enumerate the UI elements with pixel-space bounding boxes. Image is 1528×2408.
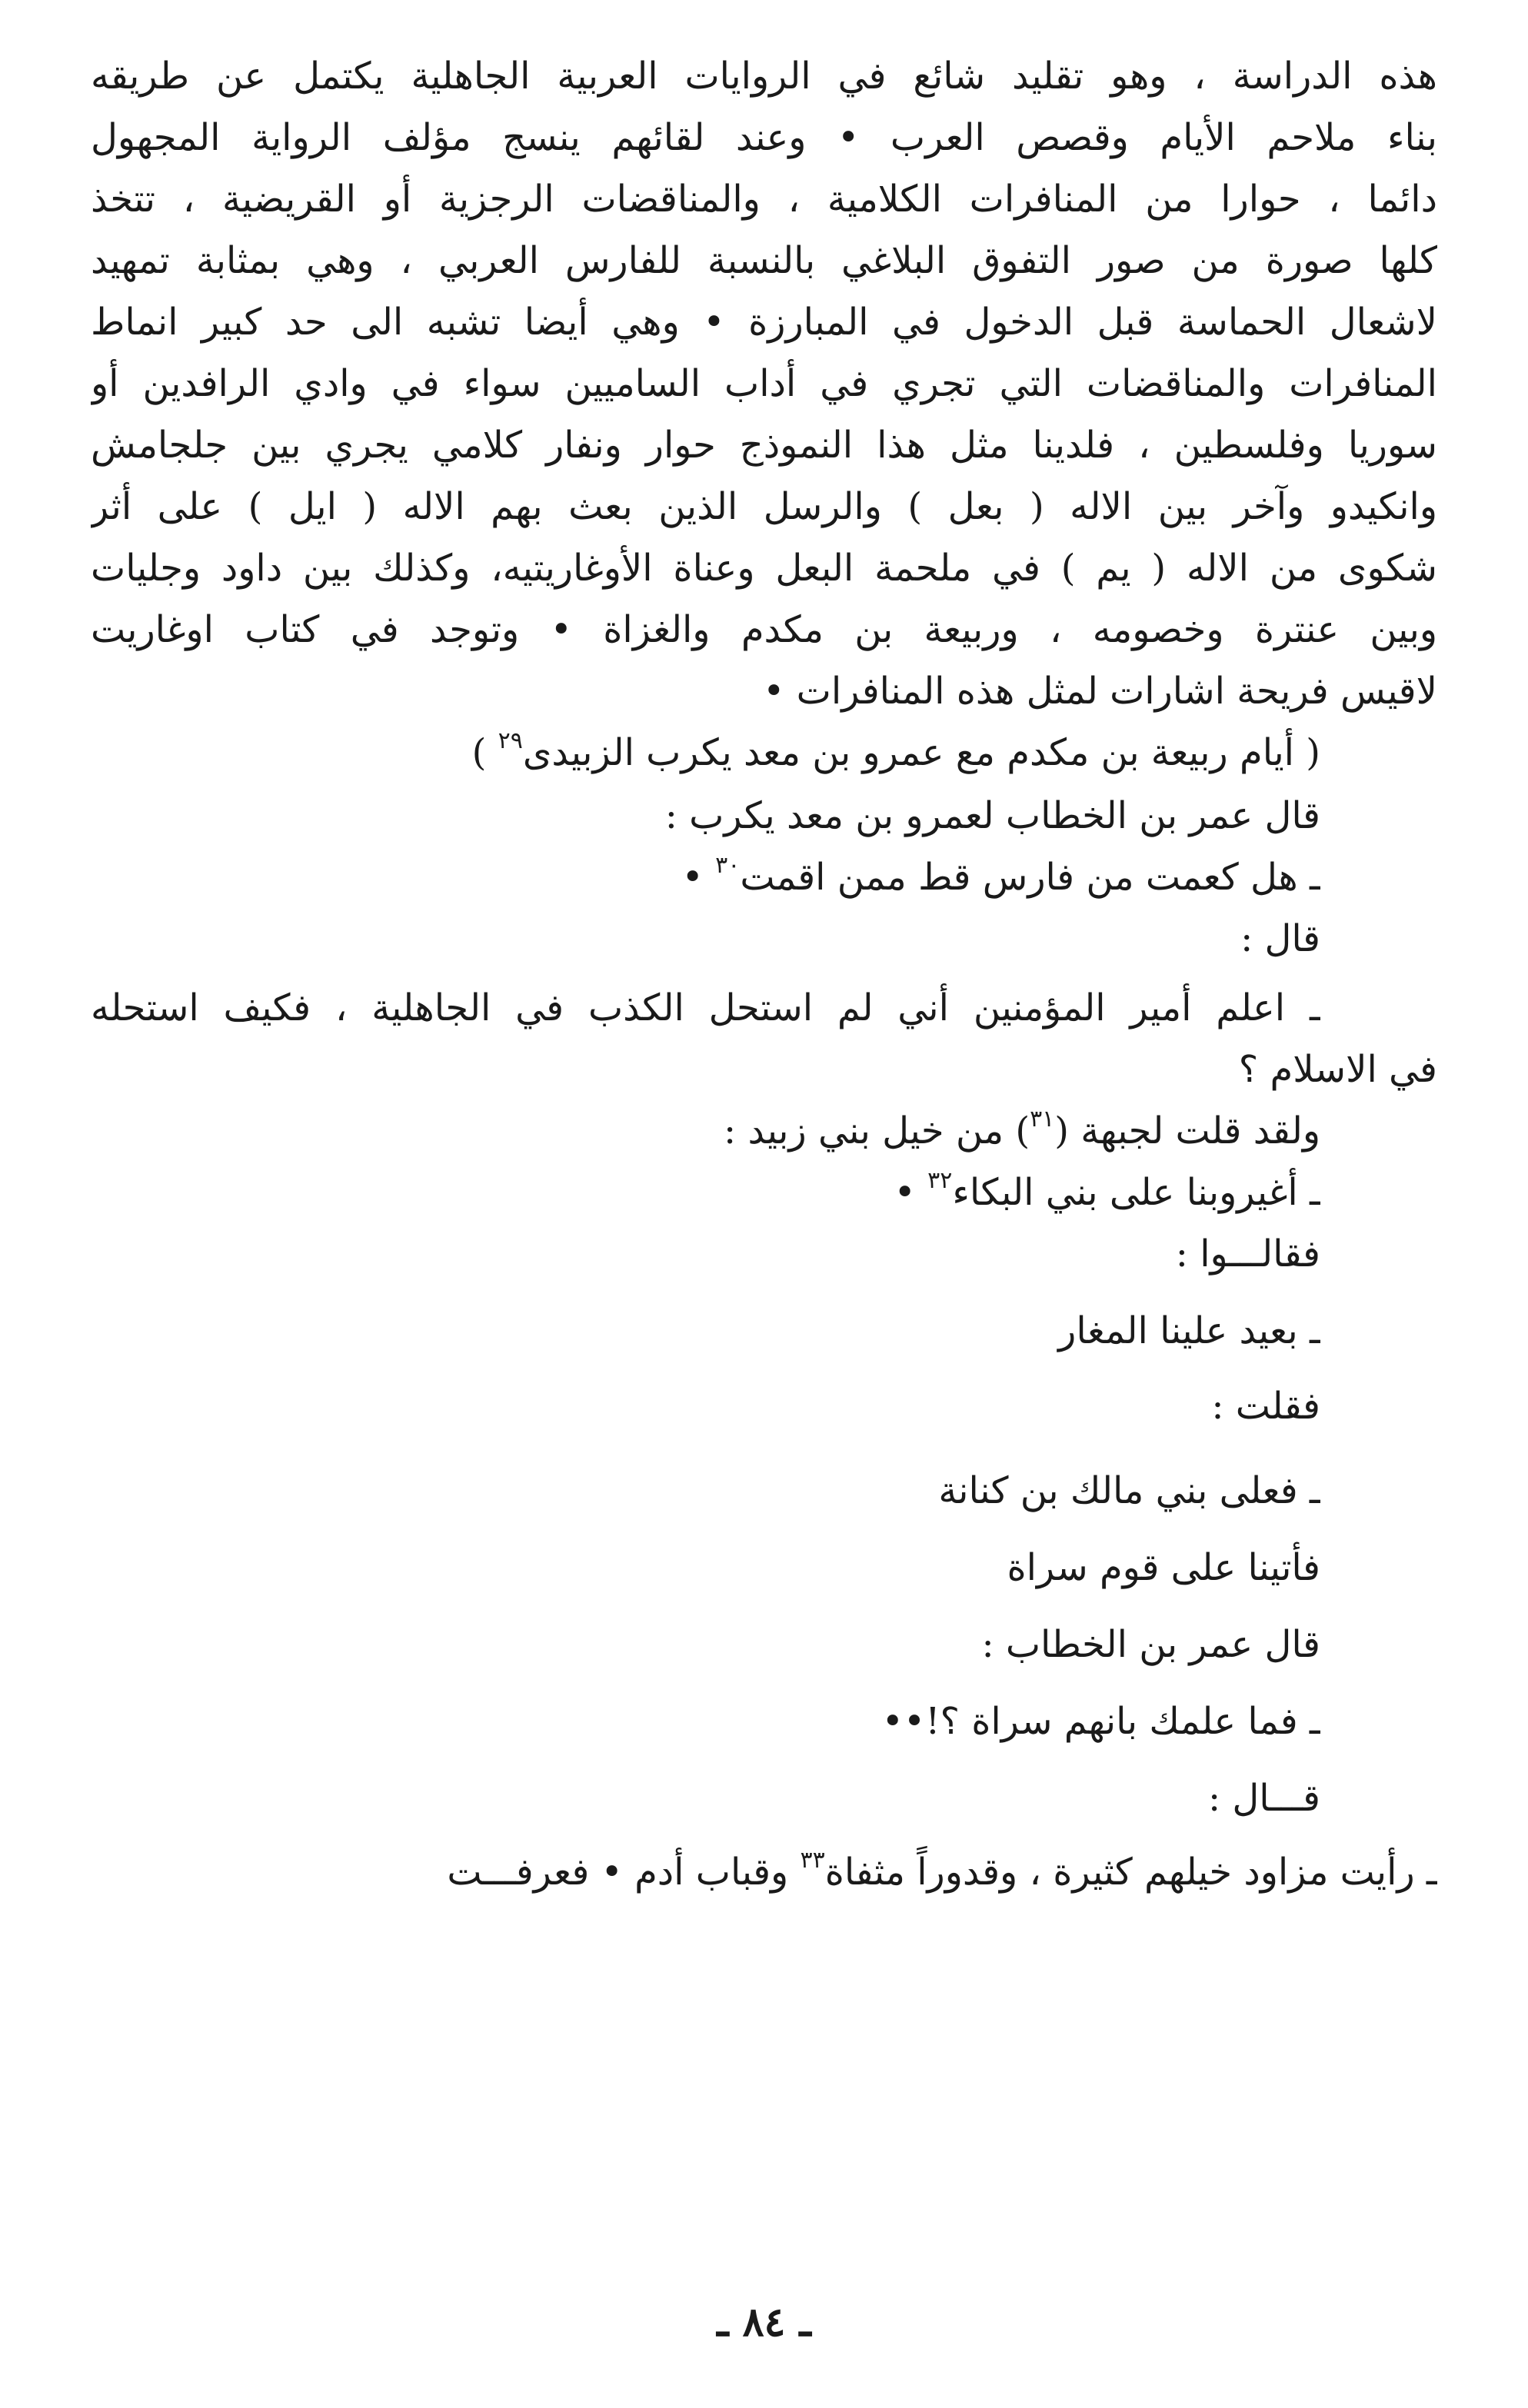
body-line-3: دائما ، حوارا من المنافرات الكلامية ، والمناقضات الرجزية أو القريضية ، تتخذ	[91, 178, 1437, 221]
dialogue-line-6: ولقد قلت لجبهة ($^{٣١}$) من خيل بني زبيد :	[724, 1106, 1320, 1152]
body-line-10: وبين عنترة وخصومه ، وربيعة بن مكدم والغزاة • وتوجد في كتاب اوغاريت	[91, 608, 1437, 651]
footnote-ref-32: ٣٢	[927, 1167, 953, 1194]
body-line-9: شكوى من الاله ( يم ) في ملحمة البعل وعناة الأوغاريتيه، وكذلك بين داود وجليات	[91, 547, 1437, 590]
dialogue-line-16: ـ رأيت مزاود خيلهم كثيرة ، وقدوراً مثفاة$^{٣٣}$ وقباب أدم • فعرفـــت	[447, 1847, 1437, 1894]
body-line-7: سوريا وفلسطين ، فلدينا مثل هذا النموذج حوار ونفار كلامي يجري بين جلجامش	[91, 424, 1437, 467]
dialogue-line-7: ـ أغيروبنا على بني البكاء$^{٣٢}$ •	[894, 1167, 1320, 1214]
dialogue-line-1: قال عمر بن الخطاب لعمرو بن معد يكرب :	[664, 794, 1320, 837]
dialogue-line-3: قال :	[1240, 917, 1320, 960]
page-number: ـ ٨٤ ـ	[717, 2299, 811, 2346]
dialogue-line-14: ـ فما علمك بانهم سراة ؟!••	[881, 1700, 1320, 1743]
body-line-4: كلها صورة من صور التفوق البلاغي بالنسبة للفارس العربي ، وهي بمثابة تمهيد	[91, 239, 1437, 282]
dialogue-line-11: ـ فعلى بني مالك بن كنانة	[938, 1469, 1320, 1512]
footnote-ref-33: ٣٣	[800, 1847, 825, 1874]
dialogue-line-9: ـ بعيد علينا المغار	[1058, 1309, 1320, 1352]
dialogue-line-10: فقلت :	[1211, 1385, 1320, 1428]
heading-text: ( أيام ربيعة بن مكدم مع عمرو بن معد يكرب الزبيدى	[522, 731, 1320, 774]
dialogue-line-5: في الاسلام ؟	[1238, 1048, 1437, 1091]
footnote-ref-31: ٣١	[1030, 1106, 1055, 1132]
body-line-5: لاشعال الحماسة قبل الدخول في المبارزة • وهي أيضا تشبه الى حد كبير انماط	[91, 301, 1437, 344]
body-line-11: لاقيس فريحة اشارات لمثل هذه المنافرات •	[763, 670, 1437, 713]
footnote-ref-29: ٢٩	[498, 727, 523, 754]
body-line-2: بناء ملاحم الأيام وقصص العرب • وعند لقائهم ينسج مؤلف الرواية المجهول	[91, 116, 1437, 159]
body-line-6: المنافرات والمناقضات التي تجري في أداب الساميين سواء في وادي الرافدين أو	[91, 362, 1437, 405]
heading-close: )	[471, 731, 487, 774]
dialogue-line-12: فأتينا على قوم سراة	[1007, 1546, 1320, 1589]
dialogue-line-2: ـ هل كعمت من فارس قط ممن اقمت$^{٣٠}$ •	[681, 852, 1320, 899]
dialogue-line-13: قال عمر بن الخطاب :	[981, 1623, 1320, 1666]
dialogue-line-8: فقالـــوا :	[1175, 1232, 1320, 1276]
footnote-ref-30: ٣٠	[715, 852, 741, 879]
body-line-1: هذه الدراسة ، وهو تقليد شائع في الروايات العربية الجاهلية يكتمل عن طريقه	[91, 55, 1437, 98]
body-line-8: وانكيدو وآخر بين الاله ( بعل ) والرسل الذين بعث بهم الاله ( ايل ) على أثر	[91, 485, 1437, 528]
dialogue-line-4: ـ اعلم أمير المؤمنين أني لم استحل الكذب في الجاهلية ، فكيف استحله	[91, 986, 1320, 1029]
dialogue-line-15: قـــال :	[1207, 1777, 1320, 1820]
